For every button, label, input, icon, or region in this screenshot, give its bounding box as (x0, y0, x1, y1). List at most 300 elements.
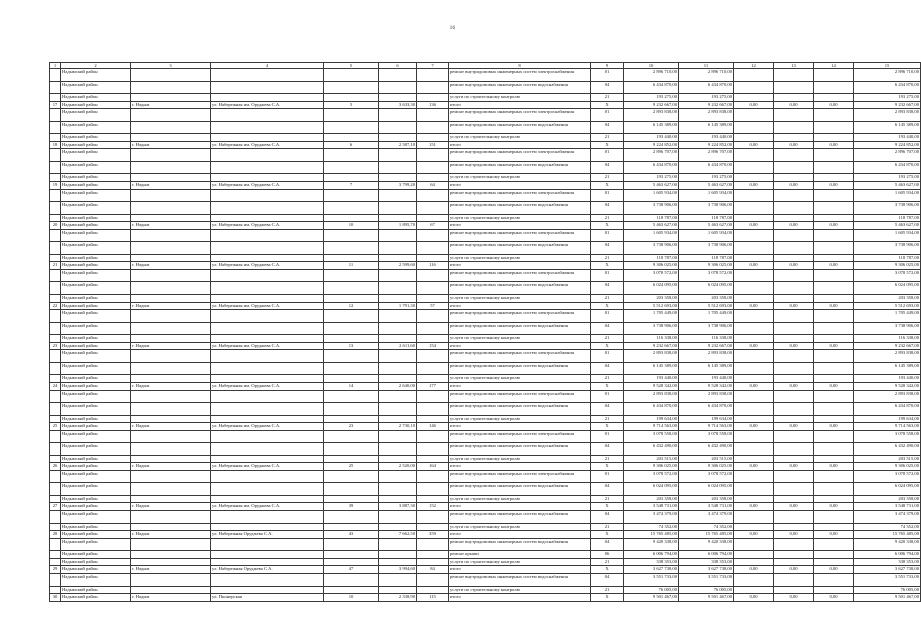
final-cost-cell: 6 145 389,00 (854, 121, 921, 134)
house-number-cell (324, 574, 379, 587)
area-cell: 3 799,20 (379, 181, 417, 189)
work-code-cell: Х (591, 302, 624, 310)
work-code-cell: Х (591, 594, 624, 602)
work-type-cell: итого (449, 531, 591, 539)
residents-cell (417, 81, 449, 94)
street-cell (211, 310, 324, 323)
house-number-cell (324, 81, 379, 94)
settlement-cell (131, 574, 211, 587)
settlement-cell (131, 523, 211, 531)
settlement-cell: г. Надым (131, 181, 211, 189)
final-cost-cell: 3 078 558,00 (854, 430, 921, 443)
cost-cell-12 (734, 551, 774, 559)
cost-cell-14 (814, 94, 854, 102)
residents-cell: 84 (417, 566, 449, 574)
total-cost-cell: 338 353,00 (624, 558, 679, 566)
work-type-cell: итого (449, 423, 591, 431)
table-row (50, 523, 921, 531)
row-number-cell (50, 202, 61, 215)
fund-cost-cell: 9 232 667,00 (679, 101, 734, 109)
row-number-cell: 27 (50, 503, 61, 511)
work-code-cell: 21 (591, 558, 624, 566)
house-number-cell (324, 455, 379, 463)
district-cell: Надымский район (61, 531, 131, 539)
district-cell: Надымский район (61, 310, 131, 323)
cost-cell-14: 0,00 (814, 463, 854, 471)
residents-cell (417, 294, 449, 302)
cost-cell-14 (814, 455, 854, 463)
house-number-cell (324, 523, 379, 531)
residents-cell (417, 390, 449, 403)
district-cell: Надымский район (61, 322, 131, 335)
street-cell: ул. Набережная им. Оруджева С.А. (211, 342, 324, 350)
district-cell: Надымский район (61, 109, 131, 122)
table-row (50, 483, 921, 496)
settlement-cell: г. Надым (131, 594, 211, 602)
house-number-cell: 6 (324, 141, 379, 149)
area-cell (379, 470, 417, 483)
work-type-cell: услуги по строительному контролю (449, 254, 591, 262)
total-cost-cell: 3 078 572,00 (624, 269, 679, 282)
cost-cell-12 (734, 254, 774, 262)
area-cell (379, 495, 417, 503)
area-cell (379, 335, 417, 343)
house-number-cell (324, 403, 379, 416)
work-type-cell: ремонт внутридомовых инженерных систем водоснабжения (449, 161, 591, 174)
house-number-cell (324, 586, 379, 594)
final-cost-cell: 1 605 934,00 (854, 189, 921, 202)
residents-cell (417, 310, 449, 323)
work-code-cell: 04 (591, 202, 624, 215)
total-cost-cell: 6 434 870,00 (624, 403, 679, 416)
street-cell (211, 161, 324, 174)
residents-cell (417, 322, 449, 335)
work-code-cell: 21 (591, 455, 624, 463)
work-code-cell: 01 (591, 430, 624, 443)
settlement-cell (131, 174, 211, 182)
fund-cost-cell: 6 145 389,00 (679, 121, 734, 134)
cost-cell-12 (734, 282, 774, 295)
total-cost-cell: 1 605 934,00 (624, 189, 679, 202)
cost-cell-14 (814, 362, 854, 375)
work-code-cell: Х (591, 531, 624, 539)
work-code-cell: Х (591, 463, 624, 471)
total-cost-cell: 6 434 870,00 (624, 161, 679, 174)
final-cost-cell: 2 893 838,00 (854, 390, 921, 403)
table-row (50, 229, 921, 242)
work-code-cell: 01 (591, 189, 624, 202)
cost-cell-14: 0,00 (814, 342, 854, 350)
fund-cost-cell: 199 634,00 (679, 415, 734, 423)
district-cell: Надымский район (61, 101, 131, 109)
area-cell (379, 134, 417, 142)
residents-cell (417, 269, 449, 282)
district-cell: Надымский район (61, 94, 131, 102)
cost-cell-12 (734, 202, 774, 215)
cost-cell-13 (774, 242, 814, 255)
settlement-cell (131, 189, 211, 202)
final-cost-cell: 338 353,00 (854, 558, 921, 566)
cost-cell-12 (734, 269, 774, 282)
residents-cell: 151 (417, 141, 449, 149)
cost-cell-13 (774, 403, 814, 416)
cost-cell-13 (774, 523, 814, 531)
row-number-cell: 24 (50, 382, 61, 390)
settlement-cell: г. Надым (131, 302, 211, 310)
total-cost-cell: 6 145 389,00 (624, 121, 679, 134)
cost-cell-12 (734, 523, 774, 531)
header-cell: 14 (814, 63, 854, 69)
settlement-cell (131, 375, 211, 383)
cost-cell-12 (734, 470, 774, 483)
work-code-cell: Х (591, 262, 624, 270)
cost-cell-13: 0,00 (774, 302, 814, 310)
fund-cost-cell: 5 463 627,00 (679, 222, 734, 230)
work-code-cell: 04 (591, 403, 624, 416)
area-cell (379, 94, 417, 102)
work-type-cell: услуги по строительному контролю (449, 94, 591, 102)
fund-cost-cell: 9 714 563,00 (679, 423, 734, 431)
cost-cell-14 (814, 586, 854, 594)
street-cell: ул. Набережная им. Оруджева С.А. (211, 463, 324, 471)
row-number-cell (50, 310, 61, 323)
street-cell (211, 455, 324, 463)
header-cell: 10 (624, 63, 679, 69)
table-row (50, 161, 921, 174)
work-type-cell: ремонт внутридомовых инженерных систем электроснабжения (449, 69, 591, 82)
district-cell: Надымский район (61, 455, 131, 463)
header-cell: 6 (379, 63, 417, 69)
area-cell (379, 229, 417, 242)
street-cell (211, 362, 324, 375)
residents-cell: 136 (417, 101, 449, 109)
residents-cell (417, 94, 449, 102)
final-cost-cell: 193 275,00 (854, 174, 921, 182)
residents-cell (417, 470, 449, 483)
settlement-cell: г. Надым (131, 463, 211, 471)
final-cost-cell: 5 512 693,00 (854, 302, 921, 310)
table-row (50, 94, 921, 102)
row-number-cell (50, 134, 61, 142)
row-number-cell (50, 322, 61, 335)
total-cost-cell: 9 528 342,00 (624, 382, 679, 390)
cost-cell-12 (734, 134, 774, 142)
cost-cell-13 (774, 109, 814, 122)
work-type-cell: ремонт внутридомовых инженерных систем водоснабжения (449, 403, 591, 416)
fund-cost-cell: 193 275,00 (679, 174, 734, 182)
table-row (50, 134, 921, 142)
residents-cell (417, 202, 449, 215)
street-cell: ул. Пионерская (211, 594, 324, 602)
residents-cell (417, 558, 449, 566)
cost-cell-12 (734, 538, 774, 551)
work-code-cell: 01 (591, 149, 624, 162)
table-row (50, 294, 921, 302)
final-cost-cell: 74 352,00 (854, 523, 921, 531)
final-cost-cell: 203 358,00 (854, 294, 921, 302)
area-cell (379, 483, 417, 496)
cost-cell-12: 0,00 (734, 302, 774, 310)
street-cell (211, 69, 324, 82)
district-cell: Надымский район (61, 269, 131, 282)
total-cost-cell: 9 501 467,00 (624, 594, 679, 602)
cost-cell-14: 0,00 (814, 566, 854, 574)
work-code-cell: 21 (591, 375, 624, 383)
area-cell (379, 81, 417, 94)
work-code-cell: 21 (591, 495, 624, 503)
settlement-cell (131, 443, 211, 456)
house-number-cell: 7 (324, 181, 379, 189)
area-cell: 2 338,90 (379, 594, 417, 602)
cost-cell-13 (774, 390, 814, 403)
table-row (50, 322, 921, 335)
cost-cell-14 (814, 202, 854, 215)
cost-cell-12 (734, 375, 774, 383)
district-cell: Надымский район (61, 342, 131, 350)
work-type-cell: услуги по строительному контролю (449, 174, 591, 182)
work-type-cell: услуги по строительному контролю (449, 214, 591, 222)
cost-cell-13 (774, 121, 814, 134)
house-number-cell: 12 (324, 302, 379, 310)
fund-cost-cell: 1 705 449,00 (679, 310, 734, 323)
work-code-cell: 01 (591, 109, 624, 122)
header-cell: 9 (591, 63, 624, 69)
cost-cell-14 (814, 551, 854, 559)
area-cell (379, 242, 417, 255)
row-number-cell (50, 523, 61, 531)
area-cell (379, 282, 417, 295)
cost-cell-12 (734, 69, 774, 82)
cost-cell-14: 0,00 (814, 503, 854, 511)
cost-cell-12 (734, 390, 774, 403)
street-cell (211, 202, 324, 215)
table-row (50, 586, 921, 594)
table-row (50, 594, 921, 602)
district-cell: Надымский район (61, 443, 131, 456)
row-number-cell (50, 430, 61, 443)
work-type-cell: услуги по строительному контролю (449, 558, 591, 566)
street-cell (211, 495, 324, 503)
table-row (50, 189, 921, 202)
table-row (50, 470, 921, 483)
area-cell: 2 611,60 (379, 342, 417, 350)
cost-cell-14 (814, 335, 854, 343)
cost-cell-14 (814, 415, 854, 423)
street-cell (211, 558, 324, 566)
work-code-cell: 21 (591, 134, 624, 142)
residents-cell: 164 (417, 463, 449, 471)
district-cell: Надымский район (61, 141, 131, 149)
house-number-cell (324, 551, 379, 559)
work-code-cell: 04 (591, 483, 624, 496)
settlement-cell (131, 495, 211, 503)
settlement-cell (131, 161, 211, 174)
work-type-cell: услуги по строительному контролю (449, 455, 591, 463)
residents-cell (417, 282, 449, 295)
work-code-cell: 04 (591, 242, 624, 255)
street-cell: ул. Набережная им. Оруджева С.А. (211, 423, 324, 431)
residents-cell (417, 586, 449, 594)
house-number-cell: 13 (324, 342, 379, 350)
area-cell (379, 69, 417, 82)
final-cost-cell: 1 705 449,00 (854, 310, 921, 323)
table-row (50, 443, 921, 456)
total-cost-cell: 6 006 794,00 (624, 551, 679, 559)
work-code-cell: 01 (591, 390, 624, 403)
cost-cell-13 (774, 362, 814, 375)
header-cell: 7 (417, 63, 449, 69)
cost-cell-12 (734, 322, 774, 335)
house-number-cell (324, 174, 379, 182)
table-row (50, 101, 921, 109)
district-cell: Надымский район (61, 551, 131, 559)
work-type-cell: итого (449, 463, 591, 471)
cost-cell-13 (774, 443, 814, 456)
cost-cell-13 (774, 574, 814, 587)
area-cell: 3 994,60 (379, 566, 417, 574)
final-cost-cell: 3 551 733,00 (854, 574, 921, 587)
fund-cost-cell: 2 896 710,00 (679, 69, 734, 82)
settlement-cell (131, 214, 211, 222)
settlement-cell (131, 242, 211, 255)
fund-cost-cell: 6 434 870,00 (679, 161, 734, 174)
table-row (50, 181, 921, 189)
house-number-cell (324, 134, 379, 142)
house-number-cell: 23 (324, 423, 379, 431)
area-cell (379, 202, 417, 215)
house-number-cell: 14 (324, 382, 379, 390)
house-number-cell (324, 242, 379, 255)
district-cell: Надымский район (61, 149, 131, 162)
work-code-cell: 04 (591, 161, 624, 174)
total-cost-cell: 3 627 738,00 (624, 566, 679, 574)
work-type-cell: итого (449, 566, 591, 574)
table-row (50, 382, 921, 390)
street-cell: ул. Набережная Оруджева С.А. (211, 531, 324, 539)
cost-cell-14: 0,00 (814, 222, 854, 230)
fund-cost-cell: 6 434 870,00 (679, 403, 734, 416)
settlement-cell (131, 202, 211, 215)
cost-cell-12: 0,00 (734, 382, 774, 390)
residents-cell (417, 109, 449, 122)
district-cell: Надымский район (61, 69, 131, 82)
cost-cell-14: 0,00 (814, 181, 854, 189)
row-number-cell (50, 495, 61, 503)
settlement-cell (131, 558, 211, 566)
table-row (50, 375, 921, 383)
settlement-cell (131, 538, 211, 551)
cost-cell-13: 0,00 (774, 594, 814, 602)
row-number-cell (50, 350, 61, 363)
cost-cell-13: 0,00 (774, 566, 814, 574)
fund-cost-cell: 5 463 627,00 (679, 181, 734, 189)
total-cost-cell: 76 005,00 (624, 586, 679, 594)
fund-cost-cell: 3 627 738,00 (679, 566, 734, 574)
table-row (50, 551, 921, 559)
total-cost-cell: 6 434 870,00 (624, 81, 679, 94)
residents-cell: 64 (417, 181, 449, 189)
cost-cell-13 (774, 586, 814, 594)
street-cell (211, 375, 324, 383)
settlement-cell: г. Надым (131, 342, 211, 350)
total-cost-cell: 15 765 485,00 (624, 531, 679, 539)
header-cell: 13 (774, 63, 814, 69)
settlement-cell (131, 310, 211, 323)
street-cell (211, 81, 324, 94)
cost-cell-12 (734, 121, 774, 134)
area-cell (379, 551, 417, 559)
cost-cell-13: 0,00 (774, 531, 814, 539)
cost-cell-14 (814, 242, 854, 255)
total-cost-cell: 5 512 693,00 (624, 302, 679, 310)
fund-cost-cell: 116 338,00 (679, 335, 734, 343)
work-type-cell: ремонт внутридомовых инженерных систем электроснабжения (449, 430, 591, 443)
final-cost-cell: 5 463 627,00 (854, 181, 921, 189)
cost-cell-12 (734, 94, 774, 102)
total-cost-cell: 2 893 838,00 (624, 390, 679, 403)
settlement-cell (131, 483, 211, 496)
fund-cost-cell: 9 420 338,00 (679, 538, 734, 551)
total-cost-cell: 193 275,00 (624, 94, 679, 102)
work-type-cell: итого (449, 342, 591, 350)
cost-cell-12 (734, 574, 774, 587)
final-cost-cell: 2 896 710,00 (854, 69, 921, 82)
work-type-cell: ремонт внутридомовых инженерных систем электроснабжения (449, 390, 591, 403)
cost-cell-14 (814, 558, 854, 566)
settlement-cell (131, 254, 211, 262)
fund-cost-cell: 3 738 906,00 (679, 202, 734, 215)
total-cost-cell: 6 024 095,00 (624, 483, 679, 496)
final-cost-cell: 199 634,00 (854, 415, 921, 423)
row-number-cell (50, 214, 61, 222)
residents-cell (417, 161, 449, 174)
work-code-cell: 21 (591, 174, 624, 182)
residents-cell (417, 523, 449, 531)
fund-cost-cell: 3 551 733,00 (679, 574, 734, 587)
work-type-cell: ремонт внутридомовых инженерных систем электроснабжения (449, 310, 591, 323)
cost-cell-13 (774, 161, 814, 174)
district-cell: Надымский район (61, 382, 131, 390)
cost-cell-14 (814, 121, 854, 134)
house-number-cell (324, 375, 379, 383)
district-cell: Надымский район (61, 174, 131, 182)
house-number-cell (324, 538, 379, 551)
fund-cost-cell: 74 352,00 (679, 523, 734, 531)
settlement-cell (131, 470, 211, 483)
fund-cost-cell: 15 765 485,00 (679, 531, 734, 539)
district-cell: Надымский район (61, 202, 131, 215)
work-code-cell: 21 (591, 214, 624, 222)
cost-cell-13 (774, 310, 814, 323)
final-cost-cell: 9 420 338,00 (854, 538, 921, 551)
final-cost-cell: 3 627 738,00 (854, 566, 921, 574)
street-cell (211, 538, 324, 551)
house-number-cell (324, 202, 379, 215)
work-type-cell: ремонт внутридомовых инженерных систем водоснабжения (449, 511, 591, 524)
area-cell (379, 310, 417, 323)
final-cost-cell: 76 005,00 (854, 586, 921, 594)
final-cost-cell: 3 078 572,00 (854, 470, 921, 483)
area-cell (379, 455, 417, 463)
residents-cell (417, 362, 449, 375)
cost-cell-12: 0,00 (734, 342, 774, 350)
cost-cell-13 (774, 335, 814, 343)
total-cost-cell: 3 738 906,00 (624, 242, 679, 255)
fund-cost-cell: 3 548 731,00 (679, 503, 734, 511)
total-cost-cell: 6 024 095,00 (624, 282, 679, 295)
house-number-cell (324, 335, 379, 343)
settlement-cell: г. Надым (131, 531, 211, 539)
